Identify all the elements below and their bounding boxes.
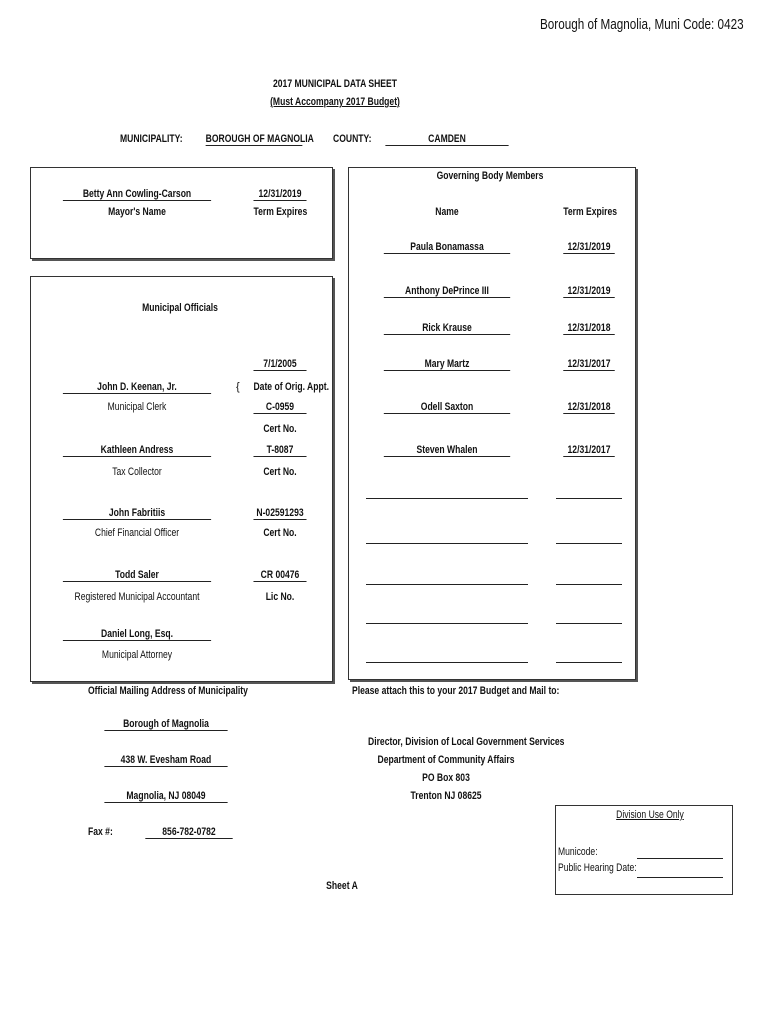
municode-line (637, 858, 723, 859)
governing-col-term: Term Expires (563, 206, 617, 218)
county-value: CAMDEN (385, 133, 508, 146)
attach-line1: Director, Division of Local Government Services (368, 736, 565, 748)
officials-box (30, 276, 333, 682)
blank-member-line (366, 584, 528, 585)
mayor-term-label: Term Expires (253, 206, 308, 218)
mayor-term: 12/31/2019 (253, 188, 306, 201)
member-term: 12/31/2019 (563, 241, 614, 254)
mayor-name: Betty Ann Cowling-Carson (63, 188, 211, 201)
blank-term-line (556, 584, 622, 585)
hearing-line (637, 877, 723, 878)
collector-name: Kathleen Andress (63, 444, 211, 457)
sheet-title: 2017 MUNICIPAL DATA SHEET (273, 78, 397, 90)
cert-label-3: Cert No. (263, 527, 297, 539)
member-term: 12/31/2018 (563, 322, 614, 335)
rma-title: Registered Municipal Accountant (74, 591, 200, 603)
county-label: COUNTY: (333, 133, 372, 145)
governing-heading: Governing Body Members (436, 170, 544, 182)
clerk-brace: { (236, 381, 240, 393)
member-term: 12/31/2018 (563, 401, 614, 414)
clerk-appt-date: 7/1/2005 (253, 358, 306, 371)
member-term: 12/31/2019 (563, 285, 614, 298)
blank-member-line (366, 543, 528, 544)
mailing-label: Official Mailing Address of Municipality (88, 685, 248, 697)
blank-member-line (366, 623, 528, 624)
governing-col-name: Name (435, 206, 459, 218)
blank-term-line (556, 623, 622, 624)
attach-label: Please attach this to your 2017 Budget and Mail to: (352, 685, 560, 697)
blank-member-line (366, 498, 528, 499)
blank-member-line (366, 662, 528, 663)
officials-heading: Municipal Officials (142, 302, 218, 314)
appt-label: Date of Orig. Appt. (253, 381, 329, 393)
clerk-name: John D. Keenan, Jr. (63, 381, 211, 394)
cert-label-1: Cert No. (263, 423, 297, 435)
mayor-name-label: Mayor's Name (108, 206, 166, 218)
blank-term-line (556, 498, 622, 499)
hearing-label: Public Hearing Date: (558, 862, 637, 874)
fax-value: 856-782-0782 (145, 826, 232, 839)
cfo-name: John Fabritiis (63, 507, 211, 520)
sheet-subtitle: (Must Accompany 2017 Budget) (270, 96, 400, 108)
collector-cert: T-8087 (253, 444, 306, 457)
mailing-line1: Borough of Magnolia (104, 718, 227, 731)
municipality-value: BOROUGH OF MAGNOLIA (205, 133, 314, 145)
blank-term-line (556, 662, 622, 663)
member-name: Anthony DePrince III (384, 285, 510, 298)
lic-label: Lic No. (265, 591, 295, 603)
clerk-title: Municipal Clerk (107, 401, 167, 413)
attorney-title: Municipal Attorney (101, 649, 173, 661)
member-name: Paula Bonamassa (384, 241, 510, 254)
cfo-cert: N-02591293 (253, 507, 306, 520)
rma-lic: CR 00476 (253, 569, 306, 582)
member-term: 12/31/2017 (563, 358, 614, 371)
fax-label: Fax #: (88, 826, 113, 838)
cfo-title: Chief Financial Officer (94, 527, 180, 539)
blank-term-line (556, 543, 622, 544)
attach-line3: PO Box 803 (422, 772, 470, 784)
municode-label: Municode: (558, 846, 598, 858)
division-title: Division Use Only (616, 809, 684, 821)
member-name: Mary Martz (384, 358, 510, 371)
collector-title: Tax Collector (112, 466, 162, 478)
municipality-label: MUNICIPALITY: (120, 133, 183, 145)
cert-label-2: Cert No. (263, 466, 297, 478)
attach-line2: Department of Community Affairs (377, 754, 515, 766)
muni-code-header: Borough of Magnolia, Muni Code: 0423 (540, 16, 744, 33)
member-name: Odell Saxton (384, 401, 510, 414)
sheet-label: Sheet A (326, 880, 358, 892)
member-name: Steven Whalen (384, 444, 510, 457)
mailing-line3: Magnolia, NJ 08049 (104, 790, 227, 803)
clerk-cert: C-0959 (253, 401, 306, 414)
rma-name: Todd Saler (63, 569, 211, 582)
member-name: Rick Krause (384, 322, 510, 335)
attorney-name: Daniel Long, Esq. (63, 628, 211, 641)
mailing-line2: 438 W. Evesham Road (104, 754, 227, 767)
member-term: 12/31/2017 (563, 444, 614, 457)
attach-line4: Trenton NJ 08625 (410, 790, 482, 802)
